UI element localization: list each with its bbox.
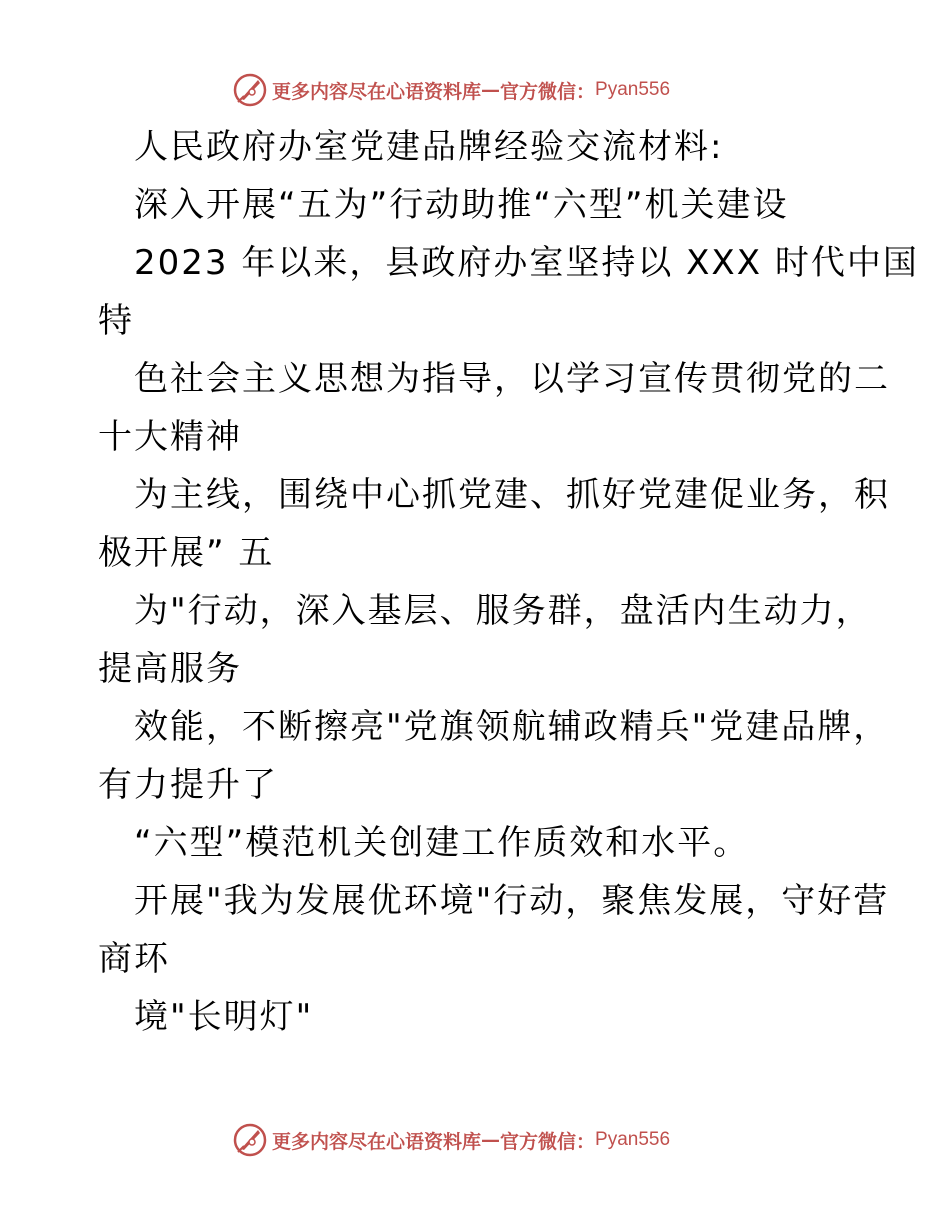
body-line: 有力提升了	[98, 765, 278, 805]
watermark-text: 更多内容尽在心语资料库	[272, 80, 482, 103]
watermark-text: 更多内容尽在心语资料库	[272, 1130, 482, 1153]
document-title: 人民政府办室党建品牌经验交流材料:	[134, 127, 724, 167]
watermark-separator: —	[481, 1129, 501, 1151]
document-subtitle: 深入开展“五为”行动助推“六型”机关建设	[134, 185, 789, 225]
body-line: 极开展” 五	[98, 533, 275, 573]
watermark-contact: 官方微信：	[500, 1130, 596, 1153]
body-line: 十大精神	[98, 417, 242, 457]
watermark-id: Pyan556	[595, 1129, 671, 1150]
body-line: 色社会主义思想为指导，以学习宣传贯彻党的二	[134, 359, 890, 399]
body-line: “六型”模范机关创建工作质效和水平。	[134, 823, 750, 863]
body-line: 提高服务	[98, 649, 242, 689]
body-line: 境"长明灯"	[134, 997, 314, 1037]
footer-watermark	[232, 1120, 670, 1160]
body-line: 2023 年以来，县政府办室坚持以 XXX 时代中国	[134, 243, 919, 283]
body-line: 特	[98, 301, 134, 341]
header-watermark	[232, 70, 670, 110]
body-line: 为"行动，深入基层、服务群，盘活内生动力，	[134, 591, 872, 631]
body-line: 为主线，围绕中心抓党建、抓好党建促业务，积	[134, 475, 890, 515]
watermark-separator: —	[481, 79, 501, 101]
body-line: 商环	[98, 939, 170, 979]
body-line: 效能，不断擦亮"党旗领航辅政精兵"党建品牌，	[134, 707, 890, 747]
watermark-contact: 官方微信：	[500, 80, 596, 103]
quill-logo-icon	[232, 72, 268, 108]
watermark-id: Pyan556	[595, 79, 671, 100]
body-line: 开展"我为发展优环境"行动，聚焦发展，守好营	[134, 881, 890, 921]
quill-logo-icon	[232, 1122, 268, 1158]
